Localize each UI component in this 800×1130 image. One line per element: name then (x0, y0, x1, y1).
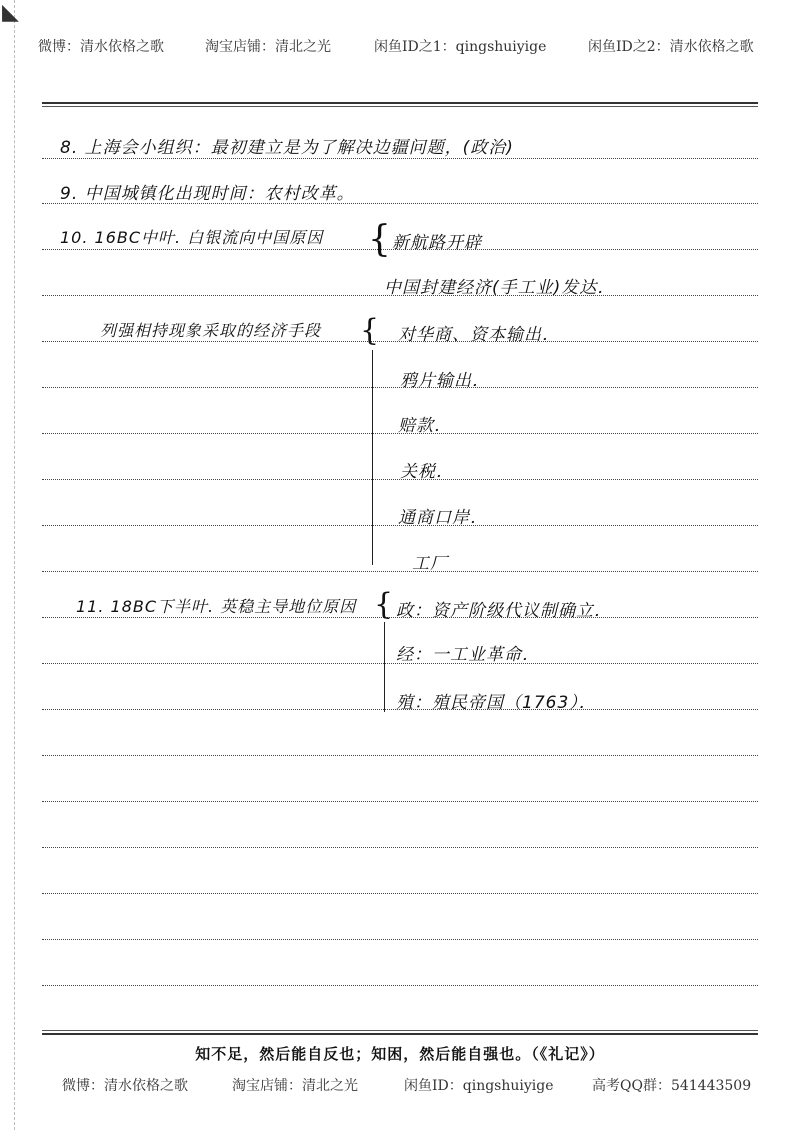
page-footer (0, 1075, 800, 1099)
ruled-line (42, 847, 758, 848)
note-item-10-sub-3: 赔款． (398, 416, 452, 436)
header-xianyu-2: 闲鱼ID之2：清水依格之歌 (588, 39, 754, 55)
note-item-9: 9. 中国城镇化出现时间：农村改革。 (60, 184, 355, 204)
note-item-11-reason-1: 政：资产阶级代议制确立． (396, 601, 612, 621)
brace-item-10-sub: { (360, 313, 380, 348)
note-item-10-sub-5: 通商口岸． (398, 508, 488, 528)
footer-taobao: 淘宝店铺：清北之光 (232, 1078, 358, 1094)
brace-item-11: { (374, 587, 394, 622)
page-header (0, 36, 800, 60)
note-item-11-title: 11. 18BC下半叶. 英稳主导地位原因 (76, 597, 357, 616)
note-item-10-subtitle: 列强相持现象采取的经济手段 (100, 321, 322, 340)
bottom-rule (42, 1030, 758, 1035)
note-item-10-sub-1: 对华商、资本输出． (398, 325, 560, 345)
note-item-10-sub-2: 鸦片输出． (400, 371, 490, 391)
ruled-line (42, 571, 758, 572)
ruled-line (42, 893, 758, 894)
note-item-10-sub-4: 关税． (400, 462, 454, 482)
ruled-line (42, 985, 758, 986)
ruled-line (42, 939, 758, 940)
note-item-8: 8. 上海会小组织：最初建立是为了解决边疆问题，(政治) (60, 138, 514, 158)
header-xianyu-1: 闲鱼ID之1：qingshuiyige (374, 39, 547, 55)
ruled-line (42, 801, 758, 802)
bracket-line-item-11 (384, 622, 385, 712)
scan-corner-mark: ◣ (2, 0, 19, 25)
bracket-line-item-10-sub (372, 350, 373, 565)
footer-xianyu: 闲鱼ID：qingshuiyige (404, 1078, 554, 1094)
header-taobao: 淘宝店铺：清北之光 (205, 39, 331, 55)
ruled-line (42, 755, 758, 756)
note-item-11-reason-3: 殖：殖民帝国（1763）． (396, 693, 597, 713)
note-item-10-sub-6: 工厂 (412, 554, 448, 574)
brace-item-10: { (368, 219, 391, 260)
header-weibo: 微博：清水依格之歌 (38, 39, 164, 55)
motto-quote: 知不足，然后能自反也；知困，然后能自强也。（《礼记》） (195, 1045, 605, 1063)
note-item-10-reason-1: 新航路开辟 (392, 233, 482, 253)
note-item-11-reason-2: 经：一工业革命． (396, 645, 540, 665)
note-item-10-reason-2: 中国封建经济(手工业)发达． (384, 278, 616, 298)
note-item-10-title: 10. 16BC中叶. 白银流向中国原因 (60, 228, 324, 247)
footer-qq: 高考QQ群：541443509 (592, 1078, 752, 1094)
ruled-line (42, 158, 758, 159)
scan-edge (0, 0, 15, 1130)
top-rule (42, 102, 758, 107)
footer-weibo: 微博：清水依格之歌 (62, 1078, 188, 1094)
